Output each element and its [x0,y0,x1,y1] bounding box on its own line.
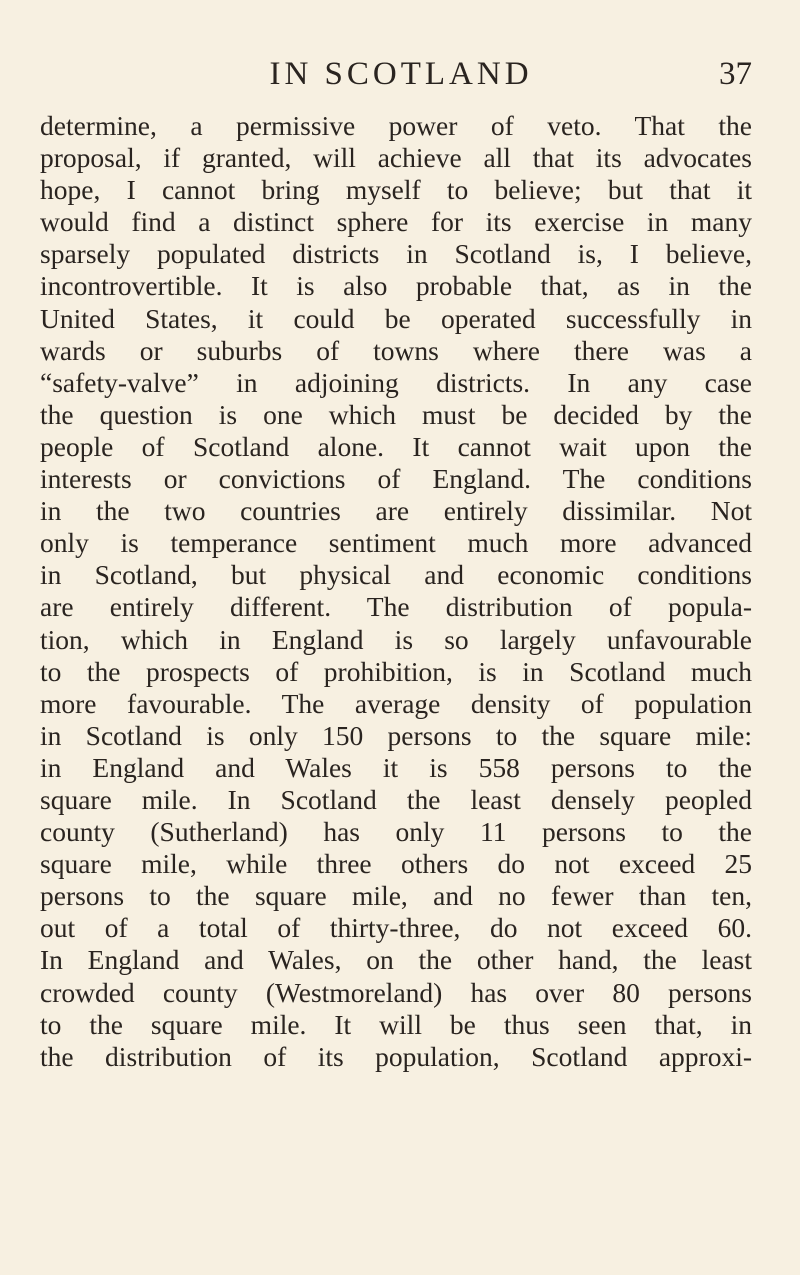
text-line: in the two countries are entirely dissimilar. Not [40,495,752,527]
text-line: crowded county (Westmoreland) has over 80 persons [40,976,752,1008]
text-line: in Scotland is only 150 persons to the square mile: [40,719,752,751]
running-head: IN SCOTLAND [269,56,533,92]
text-line: square mile. In Scotland the least densely peopled [40,783,752,815]
text-line: sparsely populated districts in Scotland is, I believe, [40,238,752,270]
page-number: 37 [719,56,752,92]
text-line: wards or suburbs of towns where there was a [40,334,752,366]
text-line: hope, I cannot bring myself to believe; but that it [40,174,752,206]
text-line: square mile, while three others do not exceed 25 [40,848,752,880]
text-line: only is temperance sentiment much more advanced [40,527,752,559]
page-header [40,52,752,96]
text-line: persons to the square mile, and no fewer than ten, [40,880,752,912]
text-line: out of a total of thirty-three, do not exceed 60. [40,912,752,944]
text-line: are entirely different. The distribution of popula- [40,591,752,623]
body-text [40,110,752,1073]
text-line: in Scotland, but physical and economic conditions [40,559,752,591]
text-line: interests or convictions of England. The conditions [40,463,752,495]
text-line: would find a distinct sphere for its exercise in many [40,206,752,238]
text-line: In England and Wales, on the other hand, the least [40,944,752,976]
text-line: county (Sutherland) has only 11 persons to the [40,816,752,848]
text-line: United States, it could be operated successfully in [40,302,752,334]
text-line: to the prospects of prohibition, is in Scotland much [40,655,752,687]
text-line: in England and Wales it is 558 persons to the [40,751,752,783]
text-line: tion, which in England is so largely unfavourable [40,623,752,655]
text-line: “safety-valve” in adjoining districts. In any case [40,366,752,398]
text-line: incontrovertible. It is also probable that, as in the [40,270,752,302]
text-line: the distribution of its population, Scotland approxi- [40,1040,752,1072]
text-line: people of Scotland alone. It cannot wait upon the [40,430,752,462]
text-line: proposal, if granted, will achieve all that its advocates [40,142,752,174]
text-line: determine, a permissive power of veto. That the [40,110,752,141]
text-line: to the square mile. It will be thus seen that, in [40,1008,752,1040]
text-line: the question is one which must be decided by the [40,398,752,430]
text-line: more favourable. The average density of population [40,687,752,719]
